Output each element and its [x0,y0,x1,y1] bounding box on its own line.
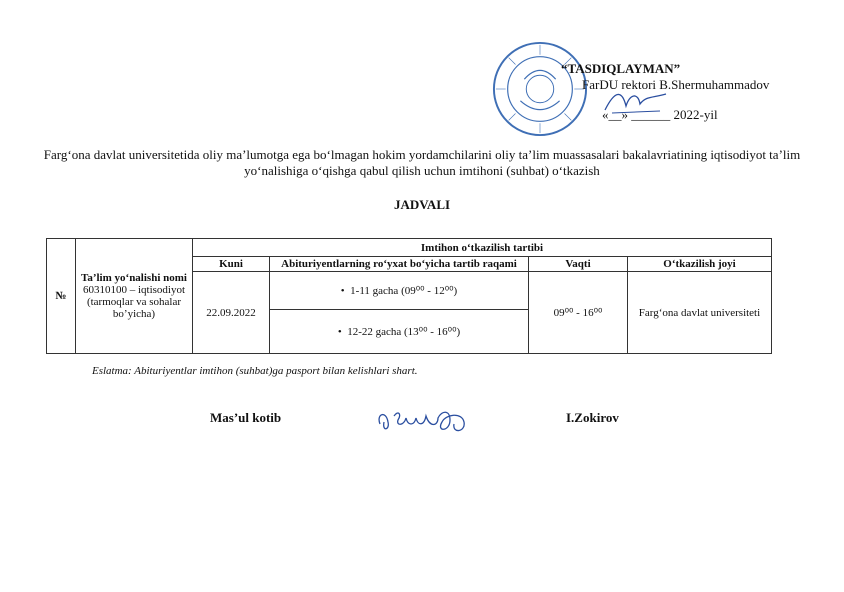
note: Eslatma: Abituriyentlar imtihon (suhbat)ga pasport bilan kelishlari shart. [92,365,418,377]
approval-date: «__» ______ 2022-yil [602,107,718,122]
direction-value: 60310100 – iqtisodiyot (tarmoqlar va sohalar bo’yicha) [82,284,186,320]
time-value: 09⁰⁰ - 16⁰⁰ [529,272,628,354]
bullet-icon: • [340,285,351,297]
exam-schedule-table [46,238,772,354]
order-range: 12-22 gacha [347,326,402,338]
secretary-signature [372,404,482,438]
col-number-header: № [47,239,76,354]
col-day-header: Kuni [193,257,270,272]
bullet-icon: • [337,326,348,338]
group-header: Imtihon o‘tkazilish tartibi [193,239,772,257]
secretary-name: I.Zokirov [566,410,619,425]
secretary-role: Mas’ul kotib [210,410,282,425]
order-item [270,272,529,310]
order-time: (09⁰⁰ - 12⁰⁰) [401,285,458,297]
document-heading: Farg‘ona davlat universitetida oliy ma’lumotga ega bo‘lmagan hokim yordamchilarini oliy ta’lim muassasalari bakalavriatining iqtisodiyot ta’lim yo‘nalishiga o‘qishga qabul qilish uchun imtihoni (suhbat) o‘tkazish [43,147,801,178]
order-time: (13⁰⁰ - 16⁰⁰) [404,326,461,338]
rector-signature [600,86,670,116]
col-place-header: O‘tkazilish joyi [628,257,772,272]
col-order-header: Abituriyentlarning ro‘yxat bo‘yicha tartib raqami [270,257,529,272]
order-range: 1-11 gacha [350,285,399,297]
order-item [270,310,529,354]
university-seal [491,40,589,138]
approval-title: “TASDIQLAYMAN” [561,61,681,76]
rector-line: FarDU rektori B.Shermuhammadov [582,77,770,92]
document-title: JADVALI [393,197,451,212]
col-time-header: Vaqti [529,257,628,272]
day-value: 22.09.2022 [193,272,270,354]
col-direction-header: Ta’lim yo‘nalishi nomi [81,272,187,284]
place-value: Farg‘ona davlat universiteti [628,272,772,354]
direction-cell [76,239,193,354]
